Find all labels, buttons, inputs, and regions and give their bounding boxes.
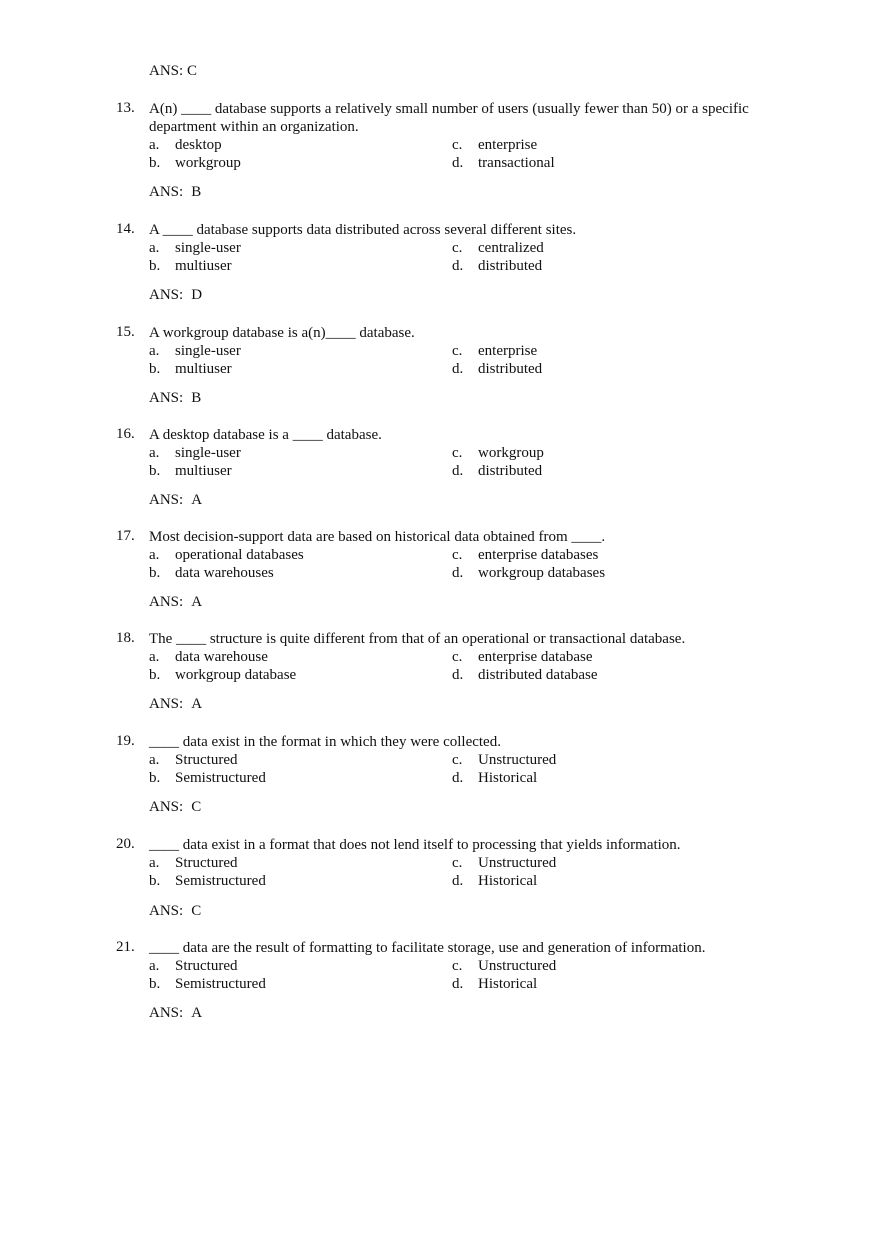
- option-a: a. operational databases: [149, 547, 304, 563]
- option-d: d. workgroup databases: [452, 565, 606, 581]
- option-d: d. Historical: [452, 873, 538, 889]
- option-a: a. Structured: [149, 855, 238, 871]
- option-d: d. distributed: [452, 463, 543, 479]
- question-text: ____ data exist in a format that does not lend itself to processing that yields information.: [149, 837, 681, 853]
- question-number: 20.: [116, 836, 135, 852]
- option-b: b. Semistructured: [149, 873, 266, 889]
- option-c: c. Unstructured: [452, 958, 557, 974]
- option-b: b. multiuser: [149, 463, 232, 479]
- option-a: a. data warehouse: [149, 649, 268, 665]
- question-text: A(n) ____ database supports a relatively small number of users (usually fewer than 50) or a specific department within an organization.: [149, 101, 749, 135]
- option-a: a. desktop: [149, 137, 222, 153]
- option-c: c. centralized: [452, 240, 544, 256]
- answer: ANS: B: [149, 184, 202, 200]
- answer-value: C: [186, 63, 197, 79]
- option-d: d. distributed database: [452, 667, 598, 683]
- option-b: b. data warehouses: [149, 565, 274, 581]
- answer: ANS: A: [149, 492, 203, 508]
- option-b: b. multiuser: [149, 258, 232, 274]
- question-text: ____ data exist in the format in which they were collected.: [149, 734, 501, 750]
- question-text: ____ data are the result of formatting to facilitate storage, use and generation of information.: [149, 940, 706, 956]
- option-d: d. distributed: [452, 258, 543, 274]
- question-number: 17.: [116, 528, 135, 544]
- option-c: c. enterprise databases: [452, 547, 599, 563]
- option-b: b. workgroup: [149, 155, 241, 171]
- option-c: c. Unstructured: [452, 752, 557, 768]
- option-b: b. workgroup database: [149, 667, 297, 683]
- option-b: b. Semistructured: [149, 976, 266, 992]
- answer: ANS: A: [149, 696, 203, 712]
- answer: ANS: C: [149, 903, 202, 919]
- option-a: a. Structured: [149, 958, 238, 974]
- option-c: c. workgroup: [452, 445, 544, 461]
- question-text: A desktop database is a ____ database.: [149, 427, 382, 443]
- question-text: The ____ structure is quite different from that of an operational or transactional database.: [149, 631, 686, 647]
- answer: ANS: B: [149, 390, 202, 406]
- option-a: a. Structured: [149, 752, 238, 768]
- question-text: Most decision-support data are based on historical data obtained from ____.: [149, 529, 606, 545]
- answer: ANS: C: [149, 799, 202, 815]
- answer: ANS: D: [149, 287, 203, 303]
- option-d: d. distributed: [452, 361, 543, 377]
- option-c: c. Unstructured: [452, 855, 557, 871]
- option-b: b. multiuser: [149, 361, 232, 377]
- option-b: b. Semistructured: [149, 770, 266, 786]
- question-number: 13.: [116, 100, 135, 116]
- answer: ANS: A: [149, 1005, 203, 1021]
- answer: ANS: A: [149, 594, 203, 610]
- option-d: d. Historical: [452, 976, 538, 992]
- previous-answer: [149, 63, 197, 80]
- question-text: A workgroup database is a(n)____ database.: [149, 325, 415, 341]
- question-number: 21.: [116, 939, 135, 955]
- option-c: c. enterprise database: [452, 649, 593, 665]
- option-a: a. single-user: [149, 240, 241, 256]
- answer-label: ANS:: [149, 63, 184, 79]
- option-d: d. transactional: [452, 155, 555, 171]
- option-a: a. single-user: [149, 445, 241, 461]
- option-c: c. enterprise: [452, 343, 538, 359]
- question-number: 16.: [116, 426, 135, 442]
- question-number: 18.: [116, 630, 135, 646]
- question-number: 15.: [116, 324, 135, 340]
- option-d: d. Historical: [452, 770, 538, 786]
- question-number: 14.: [116, 221, 135, 237]
- question-number: 19.: [116, 733, 135, 749]
- option-a: a. single-user: [149, 343, 241, 359]
- question-text: A ____ database supports data distributed across several different sites.: [149, 222, 577, 238]
- option-c: c. enterprise: [452, 137, 538, 153]
